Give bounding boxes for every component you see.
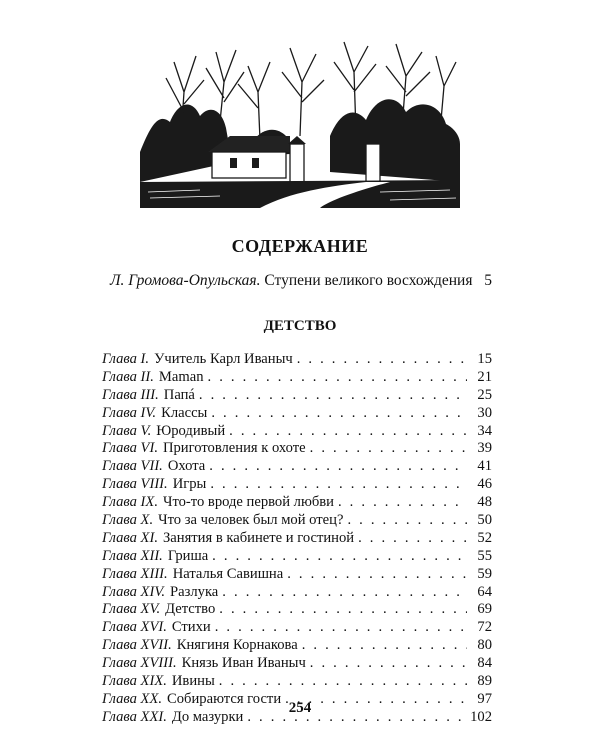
chapter-page: 34 xyxy=(477,422,492,439)
toc-entry[interactable] xyxy=(102,655,492,673)
chapter-title: До мазурки xyxy=(171,708,244,725)
chapter-title: Что-то вроде первой любви xyxy=(162,494,334,511)
chapter-number: Глава XV. xyxy=(102,601,161,618)
leader-dots xyxy=(358,530,467,547)
chapter-title: Maman xyxy=(158,368,204,385)
chapter-title: Собираются гости xyxy=(167,690,282,707)
chapter-page: 72 xyxy=(477,619,492,636)
toc-entry[interactable] xyxy=(102,673,492,691)
contents-heading: СОДЕРЖАНИЕ xyxy=(231,236,369,256)
chapter-title: Князь Иван Иваныч xyxy=(181,655,306,672)
leader-dots xyxy=(199,387,467,404)
chapter-page: 48 xyxy=(477,494,492,511)
chapter-title: Разлука xyxy=(170,583,219,600)
chapter-title: Папá xyxy=(163,386,195,403)
chapter-page: 50 xyxy=(477,512,492,529)
page-number: 254 xyxy=(288,700,312,716)
chapter-title: Наталья Савишна xyxy=(172,565,284,582)
toc-entry[interactable] xyxy=(102,548,492,566)
leader-dots xyxy=(208,369,467,386)
chapter-page: 55 xyxy=(477,547,492,564)
toc-entry[interactable] xyxy=(102,619,492,637)
toc-entry[interactable] xyxy=(102,530,492,548)
chapter-number: Глава XI. xyxy=(102,529,158,546)
intro-page: 5 xyxy=(484,272,492,289)
chapter-page: 21 xyxy=(477,368,492,385)
chapter-title: Юродивый xyxy=(156,422,226,439)
chapter-number: Глава IV. xyxy=(102,404,157,421)
chapter-number: Глава XIX. xyxy=(102,673,167,690)
chapter-number: Глава I. xyxy=(102,351,150,367)
chapter-list xyxy=(102,351,492,727)
chapter-page: 52 xyxy=(477,529,492,546)
chapter-page: 59 xyxy=(477,565,492,582)
chapter-page: 89 xyxy=(477,673,492,690)
chapter-number: Глава III. xyxy=(102,386,159,403)
chapter-number: Глава XX. xyxy=(102,690,163,707)
chapter-page: 46 xyxy=(477,476,492,493)
chapter-number: Глава XXI. xyxy=(102,708,167,725)
leader-dots xyxy=(338,494,467,511)
chapter-page: 25 xyxy=(477,386,492,403)
leader-dots xyxy=(212,548,467,565)
toc-entry[interactable] xyxy=(102,440,492,458)
chapter-page: 69 xyxy=(477,601,492,618)
chapter-number: Глава XII. xyxy=(102,547,163,564)
chapter-title: Ивины xyxy=(171,673,215,690)
chapter-number: Глава II. xyxy=(102,368,154,385)
chapter-page: 102 xyxy=(470,708,492,725)
toc-entry[interactable] xyxy=(102,512,492,530)
toc-entry[interactable] xyxy=(102,458,492,476)
chapter-title: Классы xyxy=(161,404,208,421)
leader-dots xyxy=(219,673,467,690)
chapter-number: Глава XVIII. xyxy=(102,655,177,672)
chapter-page: 97 xyxy=(477,690,492,707)
toc-entry[interactable] xyxy=(102,601,492,619)
chapter-title: Охота xyxy=(167,458,206,475)
chapter-page: 80 xyxy=(477,637,492,654)
chapter-page: 39 xyxy=(477,440,492,457)
intro-author: Л. Громова-Опульская. xyxy=(110,272,261,289)
chapter-title: Стихи xyxy=(171,619,211,636)
toc-entry[interactable] xyxy=(102,423,492,441)
leader-dots xyxy=(302,637,467,654)
chapter-page: 84 xyxy=(477,655,492,672)
toc-entry[interactable] xyxy=(102,584,492,602)
chapter-number: Глава VIII. xyxy=(102,476,168,493)
leader-dots xyxy=(219,601,467,618)
leader-dots xyxy=(211,405,467,422)
chapter-number: Глава XIV. xyxy=(102,583,165,600)
chapter-title: Что за человек был мой отец? xyxy=(158,512,344,529)
chapter-number: Глава X. xyxy=(102,512,154,529)
chapter-number: Глава XVII. xyxy=(102,637,172,654)
leader-dots xyxy=(310,655,467,672)
toc-entry[interactable] xyxy=(102,387,492,405)
chapter-title: Учитель Карл Иваныч xyxy=(154,351,293,367)
toc-entry[interactable] xyxy=(102,637,492,655)
chapter-title: Приготовления к охоте xyxy=(162,440,306,457)
chapter-title: Гриша xyxy=(167,547,209,564)
chapter-number: Глава IX. xyxy=(102,494,158,511)
toc-entry[interactable] xyxy=(102,369,492,387)
leader-dots xyxy=(209,458,467,475)
part-heading: ДЕТСТВО xyxy=(263,318,337,334)
toc-entry[interactable] xyxy=(102,476,492,494)
chapter-number: Глава XIII. xyxy=(102,565,168,582)
chapter-page: 64 xyxy=(477,583,492,600)
leader-dots xyxy=(210,476,467,493)
chapter-number: Глава VII. xyxy=(102,458,163,475)
intro-title: Ступени великого восхождения xyxy=(264,272,473,289)
chapter-page: 30 xyxy=(477,404,492,421)
intro-entry[interactable] xyxy=(110,272,492,290)
chapter-title: Занятия в кабинете и гостиной xyxy=(162,529,355,546)
leader-dots xyxy=(229,423,467,440)
toc-entry[interactable] xyxy=(102,351,492,369)
leader-dots xyxy=(310,440,467,457)
leader-dots xyxy=(215,619,467,636)
chapter-title: Игры xyxy=(172,476,207,493)
manor-engraving-illustration xyxy=(140,32,460,208)
toc-entry[interactable] xyxy=(102,494,492,512)
chapter-page: 41 xyxy=(477,458,492,475)
chapter-number: Глава V. xyxy=(102,422,152,439)
chapter-title: Княгиня Корнакова xyxy=(176,637,298,654)
chapter-page: 15 xyxy=(477,351,492,367)
leader-dots xyxy=(347,512,467,529)
leader-dots xyxy=(297,351,467,368)
chapter-number: Глава VI. xyxy=(102,440,158,457)
chapter-title: Детство xyxy=(165,601,216,618)
toc-entry[interactable] xyxy=(102,566,492,584)
leader-dots xyxy=(287,566,467,583)
leader-dots xyxy=(222,584,467,601)
chapter-number: Глава XVI. xyxy=(102,619,167,636)
toc-entry[interactable] xyxy=(102,405,492,423)
